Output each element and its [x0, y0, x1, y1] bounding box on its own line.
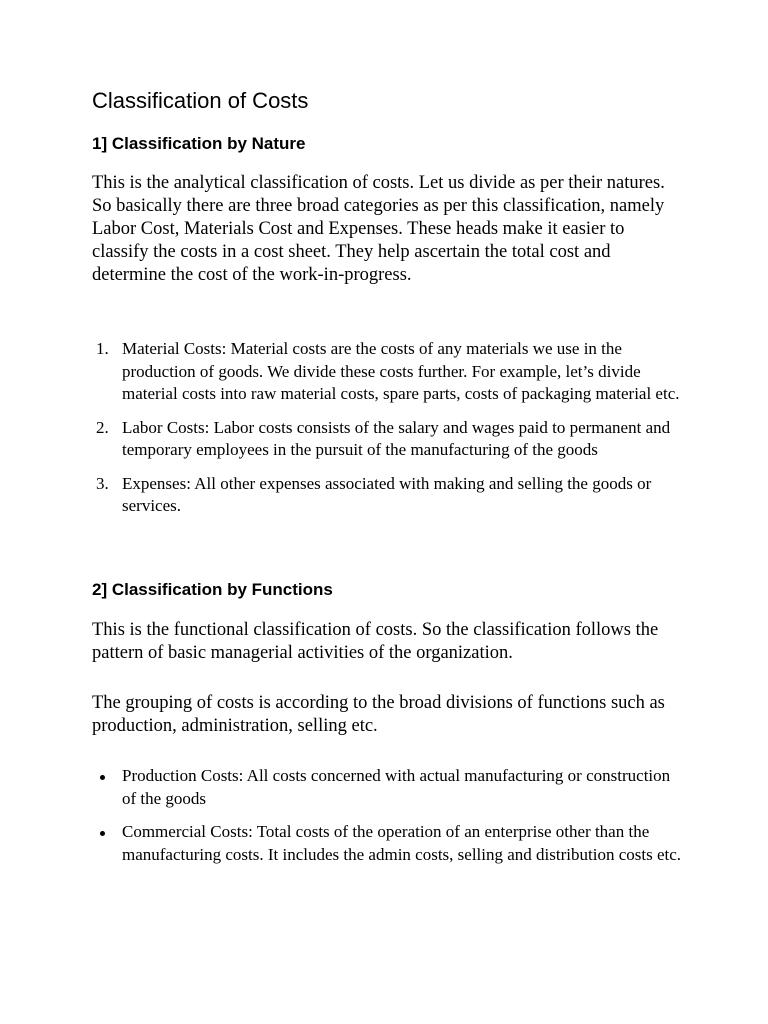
- bullet-icon: [100, 831, 105, 836]
- list-marker: 1.: [96, 339, 109, 358]
- list-item: [92, 473, 682, 518]
- list-marker: 3.: [96, 473, 109, 493]
- list-item-text: Material Costs: Material costs are the costs of any materials we use in the production of goods. We divide these costs further. For example, let’s divide material costs into raw material costs, spare parts, costs of packaging material etc.: [122, 339, 680, 403]
- functions-grouping-paragraph: The grouping of costs is according to the broad divisions of functions such as production, administration, selling etc.: [92, 693, 665, 736]
- list-marker: 2.: [96, 417, 109, 437]
- list-item-text: Commercial Costs: Total costs of the operation of an enterprise other than the manufacturing costs. It includes the admin costs, selling and distribution costs etc.: [122, 822, 682, 864]
- nature-cost-list: [92, 338, 682, 529]
- bullet-icon: [100, 775, 105, 780]
- section-heading-nature: 1] Classification by Nature: [92, 134, 306, 153]
- list-item: [92, 821, 682, 866]
- page-title: Classification of Costs: [92, 88, 309, 113]
- nature-intro-paragraph: This is the analytical classification of costs. Let us divide as per their natures. So basically there are three broad categories as per this classification, namely Labor Cost, Materials Cost and Expenses. These heads make it easier to classify the costs in a cost sheet. They help ascertain the total cost and determine the cost of the work-in-progress.: [92, 173, 665, 285]
- list-item: [92, 765, 682, 810]
- list-item-text: Labor Costs: Labor costs consists of the salary and wages paid to permanent and temporary employees in the pursuit of the manufacturing of the goods: [122, 417, 671, 459]
- list-item-text: Expenses: All other expenses associated with making and selling the goods or services.: [122, 473, 652, 515]
- functions-intro-paragraph: This is the functional classification of costs. So the classification follows the pattern of basic managerial activities of the organization.: [92, 620, 659, 663]
- list-item-text: Production Costs: All costs concerned with actual manufacturing or construction of the goods: [122, 766, 671, 808]
- section-heading-functions: 2] Classification by Functions: [92, 580, 333, 599]
- list-item: [92, 338, 682, 406]
- list-item: [92, 417, 682, 462]
- function-cost-list: [92, 765, 682, 877]
